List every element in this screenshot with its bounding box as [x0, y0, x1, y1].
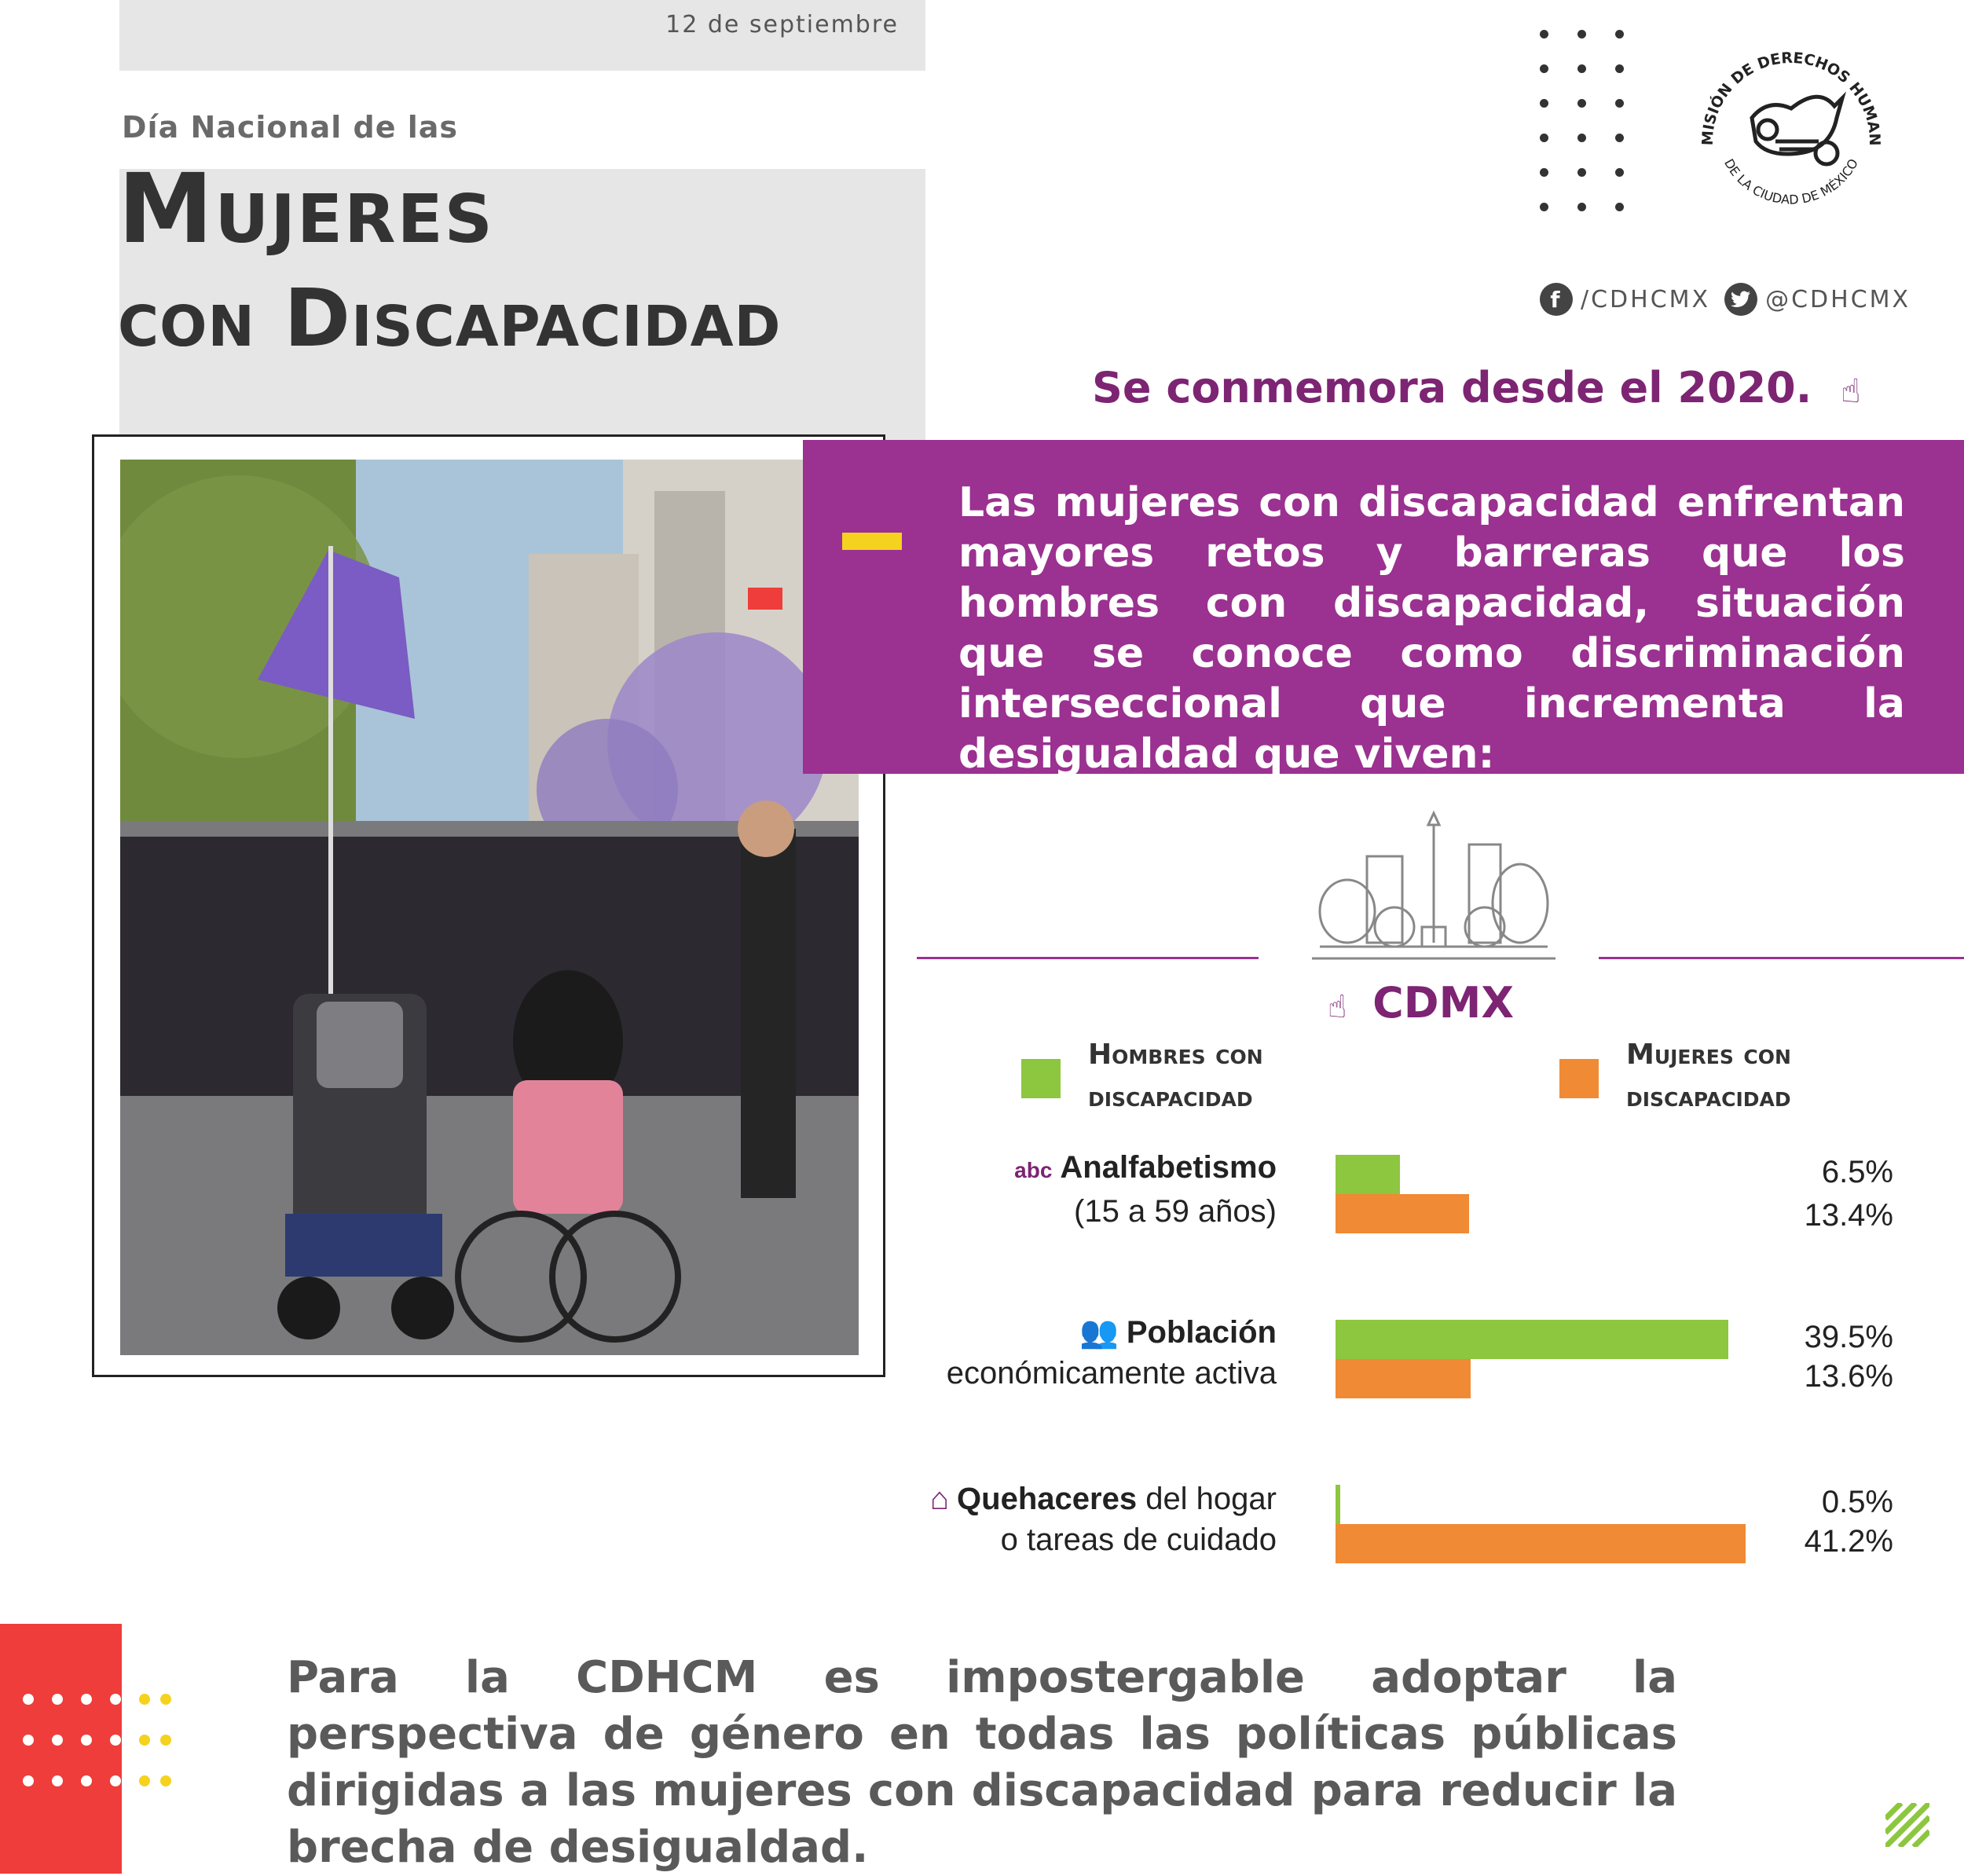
bar-men-1: [1336, 1320, 1728, 1359]
since-label: Se conmemora desde el 2020.: [1092, 363, 1812, 412]
seal-top-text: MISIÓN DE DERECHOS HUMAN: [1698, 49, 1884, 146]
pointer-hand-icon: ☝: [1841, 372, 1861, 410]
legend-label-women: Mujeres con discapacidad: [1626, 1039, 1791, 1113]
twitter-icon[interactable]: [1724, 283, 1757, 316]
legend-swatch-women: [1559, 1059, 1599, 1098]
category-label: [727, 1478, 1277, 1560]
bar-men-0: [1336, 1155, 1400, 1194]
subtitle: Día Nacional de las: [122, 110, 458, 145]
red-accent: [748, 588, 782, 610]
category-bold: Quehaceres: [957, 1482, 1138, 1516]
bar-women-2: [1336, 1524, 1746, 1563]
svg-text:COMISIÓN DE DERECHOS HUMANOS: [1681, 24, 1883, 146]
legend-label-men: Hombres con discapacidad: [1088, 1039, 1263, 1113]
chart-title: [1328, 978, 1524, 1028]
category-line2: (15 a 59 años): [1074, 1194, 1277, 1229]
value-label-men-0: 6.5%: [1821, 1155, 1893, 1189]
date-bar: [119, 0, 925, 71]
divider-right: [1599, 957, 1964, 959]
intro-text: Las mujeres con discapacidad enfrentan mayores retos y barreras que los hombres con discapacidad, situación que se conoce como discriminación interseccional que incrementa la desigualdad que viven:: [958, 479, 1905, 778]
date-text: 12 de septiembre: [665, 11, 899, 38]
value-label-women-2: 41.2%: [1804, 1524, 1893, 1559]
abc-icon: abc: [1014, 1158, 1053, 1182]
chart-title-text: CDMX: [1372, 978, 1514, 1028]
cdhcm-seal-logo: [1681, 24, 1901, 244]
category-rest: del hogar: [1137, 1482, 1277, 1516]
since-text: [1092, 363, 1861, 412]
social-handles: [1540, 283, 1911, 316]
category-bold: Analfabetismo: [1060, 1150, 1277, 1185]
yellow-accent: [842, 533, 902, 550]
bottom-dots: [22, 1693, 179, 1795]
pointer-hand-icon: ☝: [1328, 989, 1347, 1025]
category-label: [727, 1312, 1277, 1394]
svg-text:DE LA CIUDAD DE MÉXICO: [1721, 156, 1861, 207]
legend-swatch-men: [1021, 1059, 1061, 1098]
value-label-women-1: 13.6%: [1804, 1359, 1893, 1394]
bar-women-1: [1336, 1359, 1471, 1398]
twitter-handle[interactable]: @CDHCMX: [1765, 285, 1911, 313]
category-label: [727, 1147, 1277, 1232]
page-title-line1: Mujeres: [118, 153, 494, 265]
divider-left: [917, 957, 1259, 959]
city-skyline-icon: [1304, 809, 1563, 966]
home-icon: ⌂: [929, 1482, 950, 1516]
bar-men-2: [1336, 1485, 1340, 1524]
decorative-dots: [1540, 30, 1634, 218]
facebook-handle[interactable]: /CDHCMX: [1581, 285, 1711, 313]
green-stripes-accent: [1885, 1803, 1929, 1847]
page-title-line2: con Discapacidad: [118, 272, 782, 365]
value-label-men-2: 0.5%: [1821, 1485, 1893, 1519]
seal-bottom-text: DE LA CIUDAD DE MÉXICO: [1720, 156, 1862, 207]
conclusion-text: Para la CDHCM es impostergable adoptar la perspectiva de género en todas las políticas públicas dirigidas a las mujeres con discapacidad para reducir la brecha de desigualdad.: [287, 1652, 1677, 1873]
bar-women-0: [1336, 1194, 1469, 1233]
category-line2: económicamente activa: [946, 1356, 1277, 1391]
category-bold: Población: [1126, 1315, 1277, 1350]
facebook-icon[interactable]: f: [1540, 283, 1573, 316]
category-line2: o tareas de cuidado: [1000, 1522, 1277, 1557]
value-label-men-1: 39.5%: [1804, 1320, 1893, 1354]
value-label-women-0: 13.4%: [1804, 1198, 1893, 1233]
people-icon: 👥: [1079, 1315, 1119, 1350]
